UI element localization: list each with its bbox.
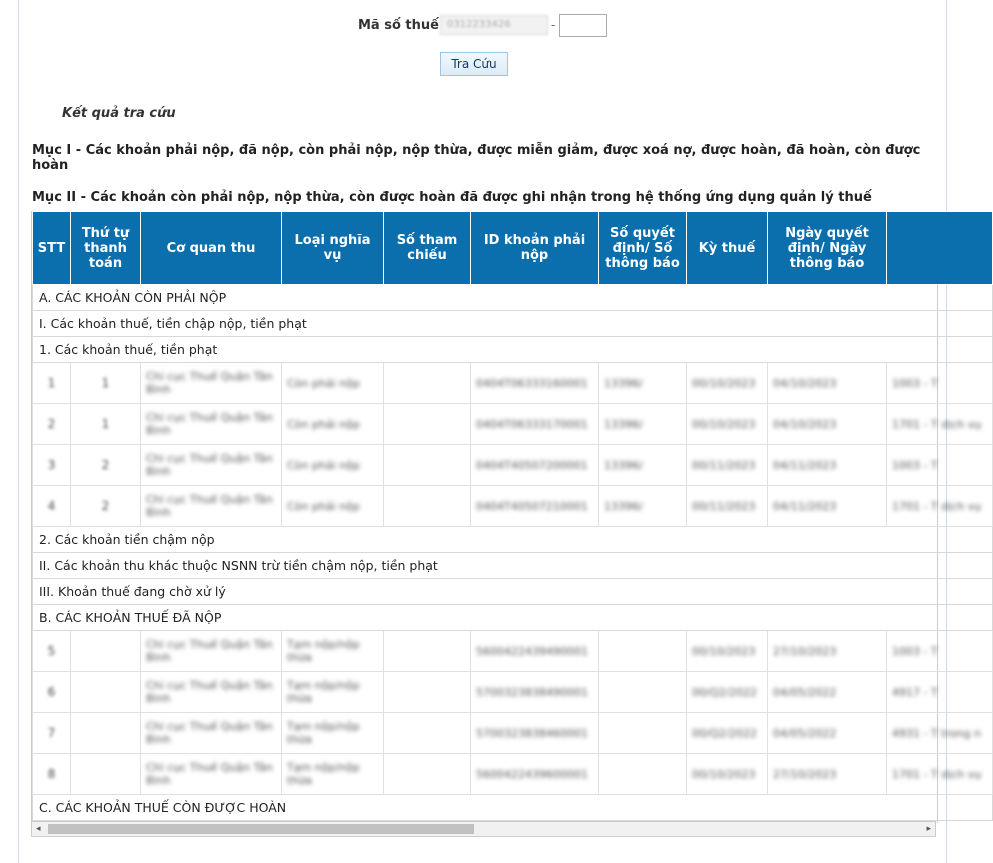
cell-decision: 13396/ — [604, 458, 643, 472]
cell-agency: Chi cục Thuế Quận Tân Bình — [146, 370, 273, 396]
cell-type: Tạm nộp/nộp thừa — [287, 761, 360, 787]
header-payable-id: ID khoản phải nộp — [471, 212, 599, 285]
cell-agency: Chi cục Thuế Quận Tân Bình — [146, 493, 273, 519]
group-label: A. CÁC KHOẢN CÒN PHẢI NỘP — [33, 285, 993, 311]
table-row — [33, 486, 993, 527]
cell-payable-id: 0404T40507200001 — [476, 458, 588, 472]
group-row-a2 — [33, 553, 993, 579]
cell-agency: Chi cục Thuế Quận Tân Bình — [146, 679, 273, 705]
cell-payable-id: 5600422439600001 — [476, 767, 588, 781]
group-label: 2. Các khoản tiền chậm nộp — [33, 527, 993, 553]
cell-date: 04/10/2023 — [773, 376, 837, 390]
cell-stt: 1 — [47, 376, 56, 390]
cell-type: Tạm nộp/nộp thừa — [287, 679, 360, 705]
table-row — [33, 713, 993, 754]
cell-stt: 7 — [47, 726, 56, 740]
cell-period: 00/Q2/2022 — [692, 726, 758, 740]
cell-type: Tạm nộp/nộp thừa — [287, 720, 360, 746]
search-button[interactable]: Tra Cứu — [440, 52, 508, 76]
cell-period: 00/11/2023 — [692, 499, 756, 513]
cell-decision: 13396/ — [604, 376, 643, 390]
tax-code-search-row — [0, 14, 965, 38]
result-title: Kết quả tra cứu — [62, 106, 176, 121]
cell-decision: 13396/ — [604, 499, 643, 513]
table-row — [33, 363, 993, 404]
group-label: B. CÁC KHOẢN THUẾ ĐÃ NỘP — [33, 605, 993, 631]
cell-extra: 1701 - T dịch vụ — [892, 767, 982, 781]
cell-stt: 6 — [47, 685, 56, 699]
cell-stt: 4 — [47, 499, 56, 513]
cell-type: Còn phải nộp — [287, 376, 360, 390]
section-muc-1-heading: Mục I - Các khoản phải nộp, đã nộp, còn phải nộp, nộp thừa, được miễn giảm, được xoá nợ, được hoàn, đã hoàn, còn được hoàn — [32, 143, 921, 173]
group-row-b — [33, 605, 993, 631]
cell-payable-id: 5700323838490001 — [476, 685, 588, 699]
header-tax-period: Kỳ thuế — [687, 212, 768, 285]
cell-extra: 1701 - T dịch vụ — [892, 499, 982, 513]
cell-period: 00/10/2023 — [692, 417, 756, 431]
header-reference-number: Số tham chiếu — [384, 212, 471, 285]
cell-extra: 1003 - T — [892, 376, 938, 390]
cell-period: 00/Q2/2022 — [692, 685, 758, 699]
cell-type: Còn phải nộp — [287, 417, 360, 431]
scroll-left-icon[interactable]: ◂ — [36, 824, 41, 834]
group-row-c — [33, 795, 993, 821]
cell-stt: 3 — [47, 458, 56, 472]
table-row — [33, 754, 993, 795]
cell-stt: 5 — [47, 644, 56, 658]
cell-extra: 1701 - T dịch vụ — [892, 417, 982, 431]
header-decision-date: Ngày quyết định/ Ngày thông báo — [768, 212, 887, 285]
tax-code-input[interactable]: 0312233426 — [440, 15, 548, 35]
group-label: II. Các khoản thu khác thuộc NSNN trừ tiền chậm nộp, tiền phạt — [33, 553, 993, 579]
cell-extra: 1003 - T — [892, 644, 938, 658]
header-obligation-type: Loại nghĩa vụ — [282, 212, 384, 285]
table-row — [33, 445, 993, 486]
cell-payable-id: 0404T06333170001 — [476, 417, 588, 431]
cell-payable-id: 5700323838460001 — [476, 726, 588, 740]
table-row — [33, 672, 993, 713]
scroll-right-icon[interactable]: ▸ — [926, 824, 931, 834]
section-muc-2-heading: Mục II - Các khoản còn phải nộp, nộp thừa, còn được hoàn đã được ghi nhận trong hệ thống ứng dụng quản lý thuế — [32, 190, 872, 205]
cell-date: 27/10/2023 — [773, 767, 837, 781]
tax-code-separator: - — [551, 18, 556, 32]
cell-extra: 4917 - T — [892, 685, 938, 699]
cell-extra: 1003 - T — [892, 458, 938, 472]
cell-payable-id: 5600422439490001 — [476, 644, 588, 658]
header-extra-column — [887, 212, 993, 285]
cell-period: 00/10/2023 — [692, 376, 756, 390]
cell-payable-id: 0404T40507210001 — [476, 499, 588, 513]
cell-type: Còn phải nộp — [287, 499, 360, 513]
group-label: I. Các khoản thuế, tiền chập nộp, tiền phạt — [33, 311, 993, 337]
scrollbar-thumb[interactable] — [48, 824, 474, 834]
cell-date: 04/05/2022 — [773, 685, 837, 699]
cell-period: 00/10/2023 — [692, 644, 756, 658]
cell-stt: 8 — [47, 767, 56, 781]
cell-period: 00/11/2023 — [692, 458, 756, 472]
table-header-row — [33, 212, 993, 285]
header-payment-order: Thứ tự thanh toán — [71, 212, 141, 285]
cell-order: 2 — [101, 499, 110, 513]
cell-agency: Chi cục Thuế Quận Tân Bình — [146, 411, 273, 437]
tax-code-label: Mã số thuế — [358, 18, 439, 33]
tax-obligations-table-container[interactable] — [31, 211, 982, 823]
group-label: 1. Các khoản thuế, tiền phạt — [33, 337, 993, 363]
cell-order: 2 — [101, 458, 110, 472]
group-row-a — [33, 285, 993, 311]
group-row-a12 — [33, 527, 993, 553]
group-label: C. CÁC KHOẢN THUẾ CÒN ĐƯỢC HOÀN — [33, 795, 993, 821]
table-row — [33, 404, 993, 445]
cell-agency: Chi cục Thuế Quận Tân Bình — [146, 638, 273, 664]
group-row-a3 — [33, 579, 993, 605]
cell-decision: 13396/ — [604, 417, 643, 431]
cell-order: 1 — [101, 417, 110, 431]
page-frame-left — [18, 0, 19, 863]
cell-extra: 4931 - T trong n — [892, 726, 981, 740]
cell-date: 04/11/2023 — [773, 499, 837, 513]
group-label: III. Khoản thuế đang chờ xử lý — [33, 579, 993, 605]
group-row-a1 — [33, 311, 993, 337]
cell-type: Tạm nộp/nộp thừa — [287, 638, 360, 664]
cell-date: 04/05/2022 — [773, 726, 837, 740]
cell-date: 27/10/2023 — [773, 644, 837, 658]
group-row-a11 — [33, 337, 993, 363]
cell-payable-id: 0404T06333160001 — [476, 376, 588, 390]
cell-agency: Chi cục Thuế Quận Tân Bình — [146, 720, 273, 746]
cell-date: 04/10/2023 — [773, 417, 837, 431]
header-stt: STT — [33, 212, 71, 285]
horizontal-scrollbar[interactable] — [31, 821, 936, 837]
cell-agency: Chi cục Thuế Quận Tân Bình — [146, 761, 273, 787]
header-decision-number: Số quyết định/ Số thông báo — [599, 212, 687, 285]
cell-date: 04/11/2023 — [773, 458, 837, 472]
cell-type: Còn phải nộp — [287, 458, 360, 472]
cell-stt: 2 — [47, 417, 56, 431]
cell-order: 1 — [101, 376, 110, 390]
header-collecting-agency: Cơ quan thu — [141, 212, 282, 285]
table-row — [33, 631, 993, 672]
cell-period: 00/10/2023 — [692, 767, 756, 781]
tax-code-suffix-input[interactable] — [559, 14, 607, 37]
tax-obligations-table — [32, 211, 993, 821]
cell-agency: Chi cục Thuế Quận Tân Bình — [146, 452, 273, 478]
